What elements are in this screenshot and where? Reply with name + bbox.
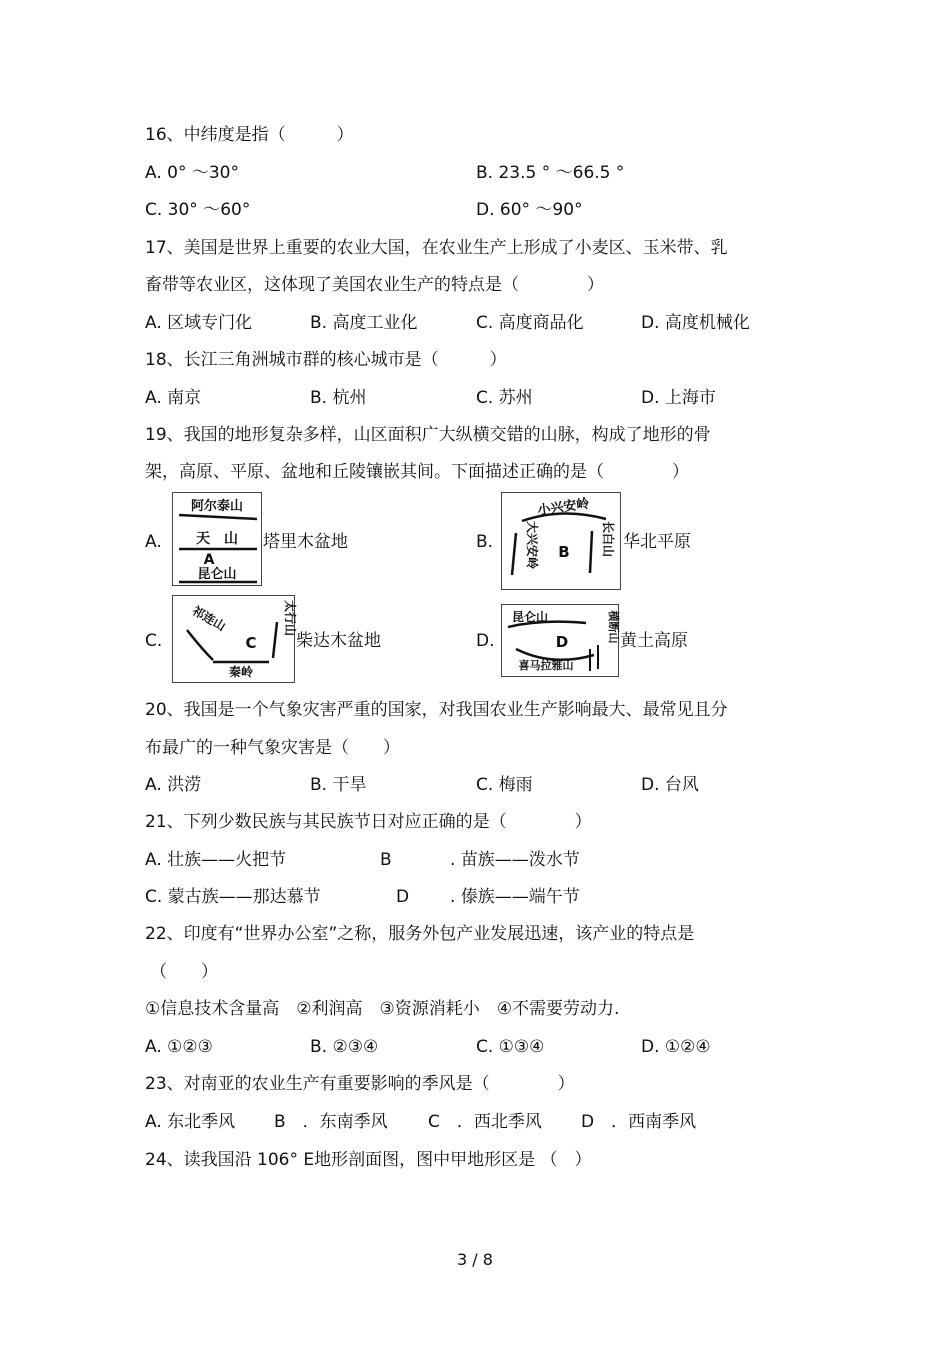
map-c-qinling-label: 秦岭: [228, 665, 254, 679]
map-b-point: B: [558, 543, 570, 561]
map-d-hengduanshan-label: 横断山: [607, 610, 620, 644]
map-a-kunlun-label: 昆仑山: [197, 567, 237, 582]
map-c-point: C: [245, 634, 257, 652]
q21-option-b: . 苗族——泼水节: [450, 850, 580, 870]
q18-option-c: C. 苏州: [476, 388, 533, 408]
q16-option-c: C. 30° ～60°: [145, 200, 251, 220]
map-d-himalaya-label: 喜马拉雅山: [518, 659, 574, 672]
map-d-point: D: [555, 633, 569, 651]
q22-option-c: C. ①③④: [476, 1037, 545, 1057]
q16-option-d: D. 60° ～90°: [476, 200, 583, 220]
q21-option-a: A. 壮族——火把节: [145, 850, 287, 870]
q19-option-d-letter: D.: [476, 631, 495, 651]
q16-stem: 16、中纬度是指（ ）: [145, 125, 354, 145]
q23-option-d: D ．西南季风: [581, 1112, 697, 1132]
q24-stem: 24、读我国沿 106° E地形剖面图，图中甲地形区是 （ ）: [145, 1150, 592, 1170]
q22-option-d: D. ①②④: [641, 1037, 711, 1057]
q19-map-d: [501, 604, 619, 677]
q19-map-c: [172, 595, 295, 683]
q16-option-a: A. 0° ～30°: [145, 163, 239, 183]
map-a-point: A: [203, 552, 215, 568]
q17-option-a: A. 区域专门化: [145, 313, 253, 333]
q17-stem-line2: 畜带等农业区，这体现了美国农业生产的特点是（ ）: [145, 275, 604, 295]
q19-stem-line1: 19、我国的地形复杂多样，山区面积广大纵横交错的山脉，构成了地形的骨: [145, 425, 711, 445]
q17-option-b: B. 高度工业化: [310, 313, 418, 333]
q22-stem-line2: （ ）: [150, 962, 218, 982]
q20-option-d: D. 台风: [641, 775, 699, 795]
q23-option-c: C ．西北季风: [428, 1112, 542, 1132]
q23-stem: 23、对南亚的农业生产有重要影响的季风是（ ）: [145, 1074, 575, 1094]
map-d-kunlunshan-label: 昆仑山: [511, 610, 549, 624]
map-a-tianshan-label: 天 山: [196, 531, 238, 547]
q21-option-b-letter: B: [380, 850, 392, 870]
q19-option-a-label: 塔里木盆地: [263, 532, 348, 552]
q19-option-b-letter: B.: [476, 532, 494, 552]
q21-option-c: C. 蒙古族——那达慕节: [145, 887, 321, 907]
q19-option-c-label: 柴达木盆地: [296, 631, 381, 651]
q18-stem: 18、长江三角洲城市群的核心城市是（ ）: [145, 350, 507, 370]
q19-map-b: [501, 492, 621, 590]
q17-stem-line1: 17、美国是世界上重要的农业大国，在农业生产上形成了小麦区、玉米带、乳: [145, 238, 728, 258]
map-b-daxinganling-label: 大兴安岭: [525, 520, 539, 570]
q22-option-a: A. ①②③: [145, 1037, 213, 1057]
q23-option-a: A. 东北季风: [145, 1112, 236, 1132]
map-a-altai-label: 阿尔泰山: [190, 499, 244, 514]
q22-option-b: B. ②③④: [310, 1037, 379, 1057]
q19-option-d-label: 黄土高原: [620, 631, 688, 651]
q20-option-c: C. 梅雨: [476, 775, 533, 795]
page-number: 3 / 8: [457, 1250, 493, 1269]
q17-option-d: D. 高度机械化: [641, 313, 750, 333]
q19-option-b-label: 华北平原: [623, 532, 691, 552]
q20-option-a: A. 洪涝: [145, 775, 202, 795]
q16-option-b: B. 23.5 ° ～66.5 °: [476, 163, 625, 183]
q18-option-a: A. 南京: [145, 388, 202, 408]
q19-option-a-letter: A.: [145, 532, 162, 552]
q21-option-d-letter: D: [396, 887, 410, 907]
q18-option-b: B. 杭州: [310, 388, 367, 408]
map-c-qilianshan-label: 祁连山: [189, 603, 229, 634]
map-c-taihangshan-label: 太行山: [283, 599, 297, 637]
q18-option-d: D. 上海市: [641, 388, 716, 408]
q20-stem-line1: 20、我国是一个气象灾害严重的国家，对我国农业生产影响最大、最常见且分: [145, 700, 728, 720]
map-b-xiaoxinganling-label: 小兴安岭: [536, 496, 591, 519]
q20-stem-line2: 布最广的一种气象灾害是（ ）: [145, 738, 400, 758]
q19-map-a: [172, 492, 262, 586]
q21-stem: 21、下列少数民族与其民族节日对应正确的是（ ）: [145, 812, 592, 832]
q19-option-c-letter: C.: [145, 631, 163, 651]
q20-option-b: B. 干旱: [310, 775, 367, 795]
q19-stem-line2: 架，高原、平原、盆地和丘陵镶嵌其间。下面描述正确的是（ ）: [145, 462, 689, 482]
q23-option-b: B ．东南季风: [274, 1112, 388, 1132]
q22-statements: ①信息技术含量高 ②利润高 ③资源消耗小 ④不需要劳动力.: [145, 999, 620, 1019]
q21-option-d: . 傣族——端午节: [450, 887, 580, 907]
map-b-changbaishan-label: 长白山: [601, 520, 615, 558]
q22-stem-line1: 22、印度有“世界办公室”之称，服务外包产业发展迅速，该产业的特点是: [145, 924, 695, 944]
q17-option-c: C. 高度商品化: [476, 313, 584, 333]
